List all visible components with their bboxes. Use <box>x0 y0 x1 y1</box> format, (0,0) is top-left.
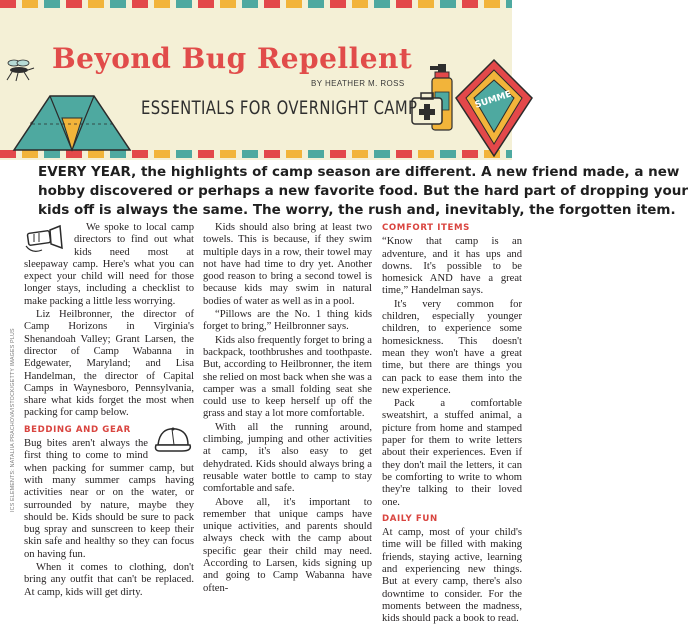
byline: BY HEATHER M. ROSS <box>311 79 405 88</box>
paragraph: “Pillows are the No. 1 thing kids forget to bring,” Heilbronner says. <box>203 309 372 333</box>
deck-line: hobby discovered or perhaps a new favorite food. But the hard part of dropping your <box>38 183 688 199</box>
article-column-2 <box>203 222 372 594</box>
paragraph: When it comes to clothing, don't bring any outfit that can't be replaced. At camp, kids will get dirty. <box>24 562 194 598</box>
summer-badge-icon <box>454 58 534 158</box>
paragraph: It's very common for children, especially younger children, to experience some homesickness. This doesn't mean they won't have a great time, but there are things you can pack to ease them into the new experience. <box>382 298 522 396</box>
paragraph: Pack a comfortable sweatshirt, a stuffed animal, a picture from home and stamped paper for them to write letters about their experiences. Even if they don't mail the letters, it can be comforting to write to whom they're talking to their loved one. <box>382 398 522 508</box>
tent-icon <box>10 88 134 152</box>
paragraph: Liz Heilbronner, the director of Camp Horizons in Virginia's Shenandoah Valley; Grant Larsen, the director of Camp Wabanna in Edgewater, Maryland; and Lisa Handelman, the director of Capital Camps in Waynesboro, Pennsylvania, share what kids forget the most when packing for camp below. <box>24 309 194 419</box>
paragraph: At camp, most of your child's time will be filled with making friends, staying active, learning and experiencing new things. But at every camp, there's also downtime to consider. For the moments between the madness, kids should pack a book to read. <box>382 527 522 625</box>
paragraph: Kids should also bring at least two towels. This is because, if they swim multiple days in a row, their towel may not have had time to dry yet. Another good reason to bring a second towel is because kids may swim in natural bodies of water as well as in a pool. <box>203 222 372 307</box>
badge-text: SUMME <box>473 89 513 111</box>
baseball-cap-icon <box>152 423 194 457</box>
article-column-3 <box>382 222 522 625</box>
section-heading: DAILY FUN <box>382 513 438 524</box>
photo-credit-text: ICS ELEMENTS: NATALIIA PRACHOVA/ISTOCK/GETTY IMAGES PLUS <box>10 328 16 512</box>
top-stripe <box>0 0 512 8</box>
section-heading: BEDDING AND GEAR <box>24 424 131 435</box>
subtitle: ESSENTIALS FOR OVERNIGHT CAMP <box>141 97 418 119</box>
flashlight-icon <box>24 222 68 256</box>
deck-line: EVERY YEAR, the highlights of camp season are different. A new friend made, a new <box>38 164 680 180</box>
page-title: Beyond Bug Repellent <box>52 42 413 75</box>
deck-line: kids off is always the same. The worry, the rush and, inevitably, the forgotten item. <box>38 202 676 218</box>
paragraph: “Know that camp is an adventure, and it has ups and downs. It's possible to be homesick AND have a great time,” Handelman says. <box>382 236 522 297</box>
paragraph: With all the running around, climbing, jumping and other activities at camp, it's also easy to get dehydrated. Kids should always bring a reusable water bottle to camp to stay comfortable and safe. <box>203 421 372 495</box>
photo-credit <box>0 216 16 512</box>
section-heading: COMFORT ITEMS <box>382 223 470 233</box>
article-column-1 <box>24 222 194 598</box>
mosquito-icon <box>4 56 34 82</box>
paragraph: Above all, it's important to remember that unique camps have unique activities, and parents should always check with the camp about specific gear their child may need. According to Larsen, kids signing up and going to Camp Wabanna have often- <box>203 496 372 594</box>
paragraph: Kids also frequently forget to bring a backpack, toothbrushes and toothpaste. But, according to Heilbronner, the item she relied on most back when she was a camper was a small folding seat she could use to keep herself up off the grass and stay a lot more comfortable. <box>203 334 372 420</box>
deck <box>38 163 688 220</box>
paragraph: Bug bites aren't always the first thing to come to mind when packing for summer camp, but with many summer camps having activities near or on the water, or surrounded by nature, maybe they should be. Kids should be sure to pack bug spray and sunscreen to keep their skin safe and healthy so they can focus on having fun. <box>24 438 194 560</box>
paragraph: We spoke to local camp directors to find out what kids need most at sleepaway camp. Here's what you can expect your child will need for those longer stays, including a checklist to make packing a little less worrying. <box>24 222 194 307</box>
header-banner <box>0 0 512 160</box>
